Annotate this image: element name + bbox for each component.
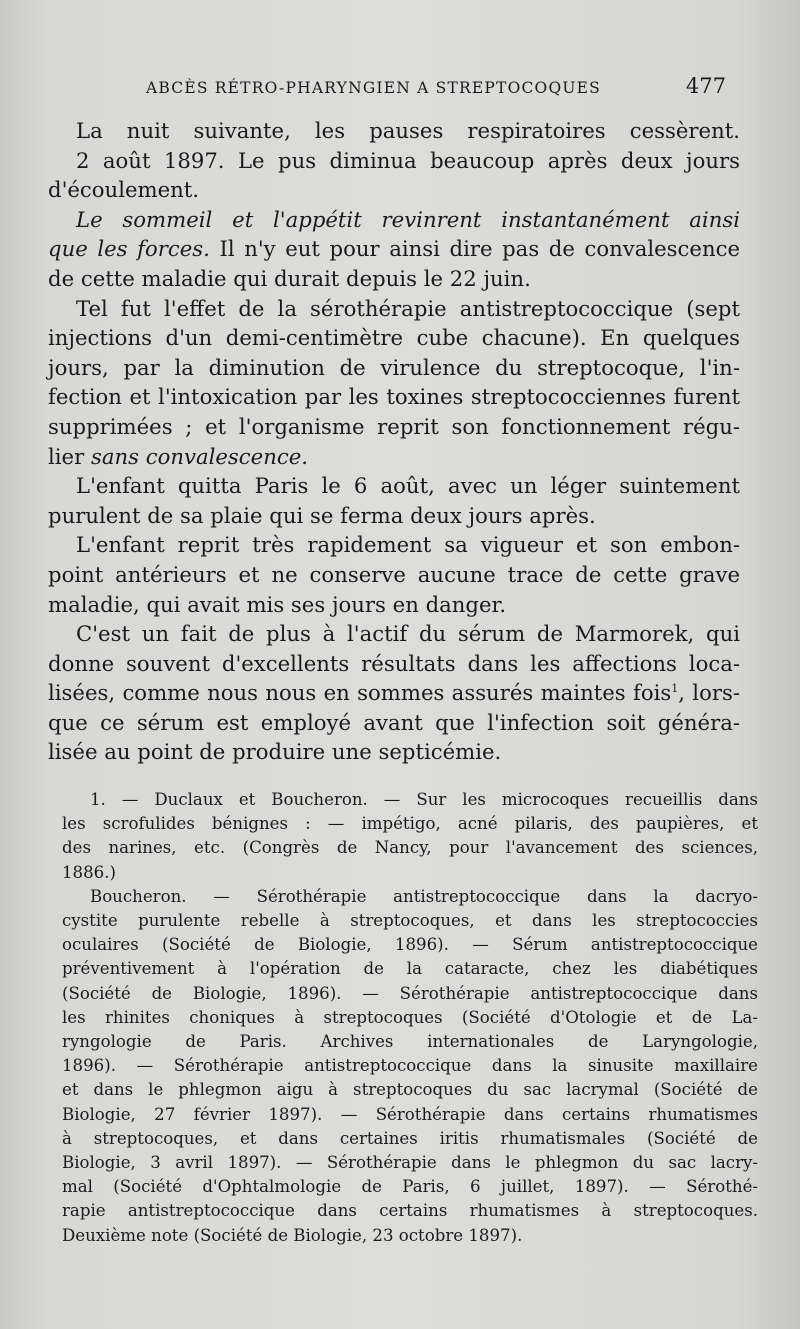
- text-line-mixed: [48, 442, 740, 472]
- page-number: 477: [685, 74, 726, 98]
- text-span: Il n'y eut pour ainsi dire pas de convalescence: [209, 236, 740, 262]
- footnote-line: et dans le phlegmon aigu à streptocoques du sac lacrymal (Société de: [62, 1080, 758, 1100]
- footnote-line: 1. — Duclaux et Boucheron. — Sur les microcoques recueillis dans: [90, 790, 758, 809]
- text-line-with-note: [48, 678, 740, 708]
- text-line: que ce sérum est employé avant que l'infection soit généra-: [48, 709, 740, 735]
- text-line: lisée au point de produire une septicémie.: [48, 739, 502, 765]
- footnote-line: oculaires (Société de Biologie, 1896). — Sérum antistreptococcique: [62, 935, 758, 955]
- footnotes: [62, 788, 758, 1248]
- text-line: supprimées ; et l'organisme reprit son fonctionnement régu-: [48, 413, 740, 439]
- text-line: jours, par la diminution de virulence du streptocoque, l'in-: [48, 354, 740, 380]
- italic-span: sans convalescence.: [90, 443, 308, 469]
- text-line: de cette maladie qui durait depuis le 22 juin.: [48, 265, 531, 291]
- footnote-line: des narines, etc. (Congrès de Nancy, pour l'avancement des sciences,: [62, 838, 758, 858]
- text-line: Tel fut l'effet de la sérothérapie antistreptococcique (sept: [76, 295, 740, 321]
- text-span: lier: [48, 443, 91, 469]
- footnote-line: rapie antistreptococcique dans certains rhumatismes à streptocoques.: [62, 1201, 758, 1221]
- text-line: donne souvent d'excellents résultats dans les affections loca-: [48, 650, 740, 676]
- text-line: 2 août 1897. Le pus diminua beaucoup après deux jours: [76, 147, 740, 173]
- footnote-line: Deuxième note (Société de Biologie, 23 octobre 1897).: [62, 1225, 523, 1245]
- italic-span: que les forces.: [48, 236, 210, 262]
- footnote-line: cystite purulente rebelle à streptocoques, et dans les streptococcies: [62, 911, 758, 931]
- main-text: [48, 116, 740, 767]
- footnote-line: mal (Société d'Ophtalmologie de Paris, 6 juillet, 1897). — Sérothé-: [62, 1177, 758, 1197]
- footnote-line: préventivement à l'opération de la cataracte, chez les diabétiques: [62, 959, 758, 979]
- text-line: point antérieurs et ne conserve aucune trace de cette grave: [48, 561, 740, 587]
- text-line: d'écoulement.: [48, 177, 200, 203]
- footnote-line: les rhinites choniques à streptocoques (Société d'Otologie et de La-: [62, 1007, 758, 1027]
- footnote-line: à streptocoques, et dans certaines iritis rhumatismales (Société de: [62, 1128, 758, 1148]
- text-line: maladie, qui avait mis ses jours en danger.: [48, 591, 507, 617]
- footnote-line: (Société de Biologie, 1896). — Sérothérapie antistreptococcique dans: [62, 983, 758, 1003]
- footnote-marker[interactable]: 1: [671, 682, 679, 696]
- running-head: [146, 74, 726, 98]
- text-line: L'enfant reprit très rapidement sa vigueur et son embon-: [76, 532, 740, 558]
- text-span: lisées, comme nous nous en sommes assurés maintes fois: [48, 680, 672, 706]
- footnote-line: les scrofulides bénignes : — impétigo, acné pilaris, des paupières, et: [62, 814, 758, 834]
- running-title: ABCÈS RÉTRO-PHARYNGIEN A STREPTOCOQUES: [146, 79, 601, 97]
- footnote-line: ryngologie de Paris. Archives internationales de Laryngologie,: [62, 1032, 758, 1052]
- text-line-mixed: [48, 234, 740, 264]
- text-line-italic: Le sommeil et l'appétit revinrent instantanément ainsi: [76, 206, 740, 232]
- footnote-line: 1896). — Sérothérapie antistreptococcique dans la sinusite maxillaire: [62, 1056, 758, 1076]
- text-line: purulent de sa plaie qui se ferma deux jours après.: [48, 502, 596, 528]
- footnote-line: Biologie, 27 février 1897). — Sérothérapie dans certains rhumatismes: [62, 1104, 758, 1124]
- text-line: C'est un fait de plus à l'actif du sérum de Marmorek, qui: [76, 621, 740, 647]
- text-line: La nuit suivante, les pauses respiratoires cessèrent.: [76, 118, 740, 143]
- text-line: L'enfant quitta Paris le 6 août, avec un léger suintement: [76, 473, 740, 499]
- text-line: injections d'un demi-centimètre cube chacune). En quelques: [48, 325, 740, 351]
- text-line: fection et l'intoxication par les toxines streptococciennes furent: [48, 384, 740, 410]
- text-span: , lors-: [678, 680, 740, 706]
- footnote-line: 1886.): [62, 862, 116, 882]
- footnote-line: Boucheron. — Sérothérapie antistreptococcique dans la dacryo-: [90, 886, 758, 906]
- footnote-line: Biologie, 3 avril 1897). — Sérothérapie dans le phlegmon du sac lacry-: [62, 1153, 758, 1173]
